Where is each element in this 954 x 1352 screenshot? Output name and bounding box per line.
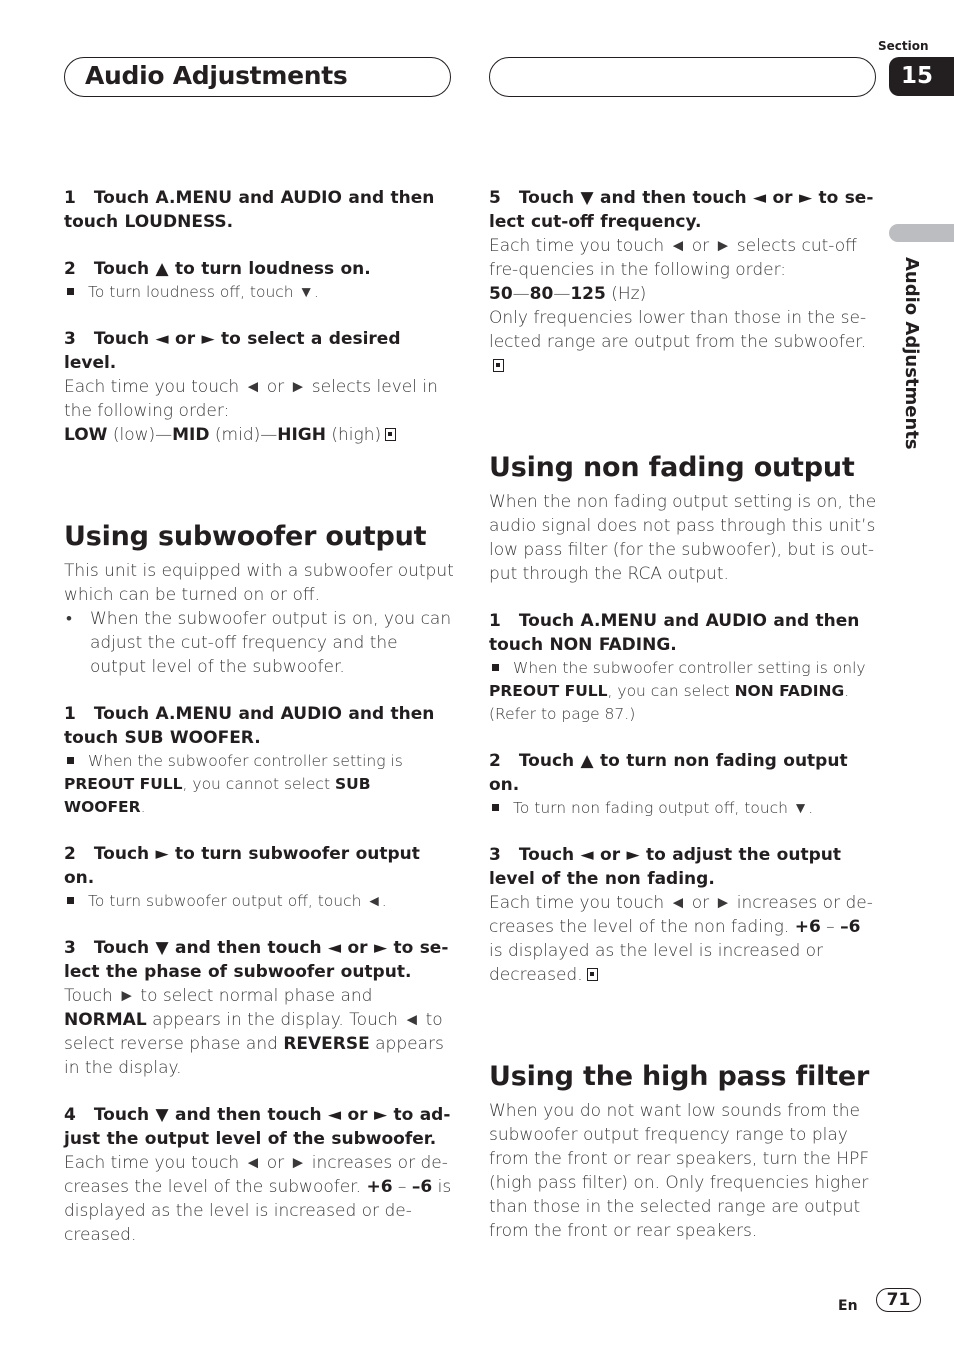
note-square-icon [67,288,74,295]
left-column [64,186,454,1247]
cutoff-step-5: 5 Touch ▼ and then touch ◄ or ► to se-lect cut-off frequency. [489,188,874,232]
subwoofer-heading: Using subwoofer output [64,521,427,552]
section-label: Section [878,39,929,53]
high-pass-filter-intro: When you do not want low sounds from the subwoofer output frequency range to play from the front or rear speakers, turn the HPF (high pass filter) on. Only frequencies higher than those in the selected range are output from the front or rear speakers. [489,1101,870,1241]
subwoofer-intro: This unit is equipped with a subwoofer output which can be turned on or off. [64,561,454,605]
cutoff-step-5-text-2: Only frequencies lower than those in the se-lected range are output from the subwoofer. [489,306,879,378]
end-mark-icon [493,359,504,372]
subwoofer-note-2: To turn subwoofer output off, touch ◄. [64,890,454,913]
side-section-label: Audio Adjustments [901,257,922,450]
loudness-step-3-text: Each time you touch ◄ or ► selects level in the following order: [64,377,438,421]
loudness-step-1: 1 Touch A.MENU and AUDIO and then touch LOUDNESS. [64,188,435,232]
header-title: Audio Adjustments [85,61,348,90]
non-fading-step-1: 1 Touch A.MENU and AUDIO and then touch NON FADING. [489,611,860,655]
cutoff-frequencies: 50—80—125 (Hz) [489,284,647,304]
subwoofer-step-4-text: Each time you touch ◄ or ► increases or de-creases the level of the subwoofer. +6 – –6 is displayed as the level is increased or de-creased. [64,1153,452,1245]
subwoofer-note-1: When the subwoofer controller setting is PREOUT FULL, you cannot select SUB WOOFER. [64,752,403,816]
cutoff-step-5-text: Each time you touch ◄ or ► selects cut-off fre-quencies in the following order: [489,236,857,280]
non-fading-note-2: To turn non fading output off, touch ▼. [489,797,879,820]
loudness-levels: LOW (low)—MID (mid)—HIGH (high) [64,423,454,447]
footer-language: En [838,1298,858,1314]
loudness-note-2: To turn loudness off, touch ▼. [64,281,454,304]
subwoofer-bullet: • When the subwoofer output is on, you can adjust the cut-off frequency and the output level of the subwoofer. [64,607,454,679]
subwoofer-step-1: 1 Touch A.MENU and AUDIO and then touch SUB WOOFER. [64,704,435,748]
loudness-step-3: 3 Touch ◄ or ► to select a desired level. [64,329,401,373]
page-number: 71 [876,1288,921,1312]
non-fading-step-3-text: Each time you touch ◄ or ► increases or de-creases the level of the non fading. +6 – –6 is displayed as the level is increased or decreased. [489,893,873,985]
note-square-icon [492,804,499,811]
loudness-step-2: 2 Touch ▲ to turn loudness on. [64,259,371,279]
section-number-badge: 15 [889,57,954,96]
non-fading-note-1: When the subwoofer controller setting is only PREOUT FULL, you can select NON FADING. (Refer to page 87.) [489,659,866,723]
header-blank-box [489,57,876,97]
non-fading-intro: When the non fading output setting is on, the audio signal does not pass through this unit’s low pass filter (for the subwoofer), but is out-put through the RCA output. [489,492,877,584]
subwoofer-step-4: 4 Touch ▼ and then touch ◄ or ► to ad-just the output level of the subwoofer. [64,1105,451,1149]
subwoofer-step-3-text: Touch ► to select normal phase and NORMAL appears in the display. Touch ◄ to select reverse phase and REVERSE appears in the display. [64,986,444,1078]
high-pass-filter-heading: Using the high pass filter [489,1061,870,1092]
end-mark-icon [587,968,598,981]
subwoofer-step-3: 3 Touch ▼ and then touch ◄ or ► to se-lect the phase of subwoofer output. [64,938,449,982]
note-square-icon [67,897,74,904]
subwoofer-step-2: 2 Touch ► to turn subwoofer output on. [64,844,420,888]
non-fading-step-2: 2 Touch ▲ to turn non fading output on. [489,751,848,795]
non-fading-heading: Using non fading output [489,452,855,483]
side-tab [889,224,954,242]
note-square-icon [67,757,74,764]
non-fading-step-3: 3 Touch ◄ or ► to adjust the output level of the non fading. [489,845,841,889]
header-title-box [64,57,451,97]
right-column [489,186,879,1243]
note-square-icon [492,664,499,671]
end-mark-icon [385,428,396,441]
